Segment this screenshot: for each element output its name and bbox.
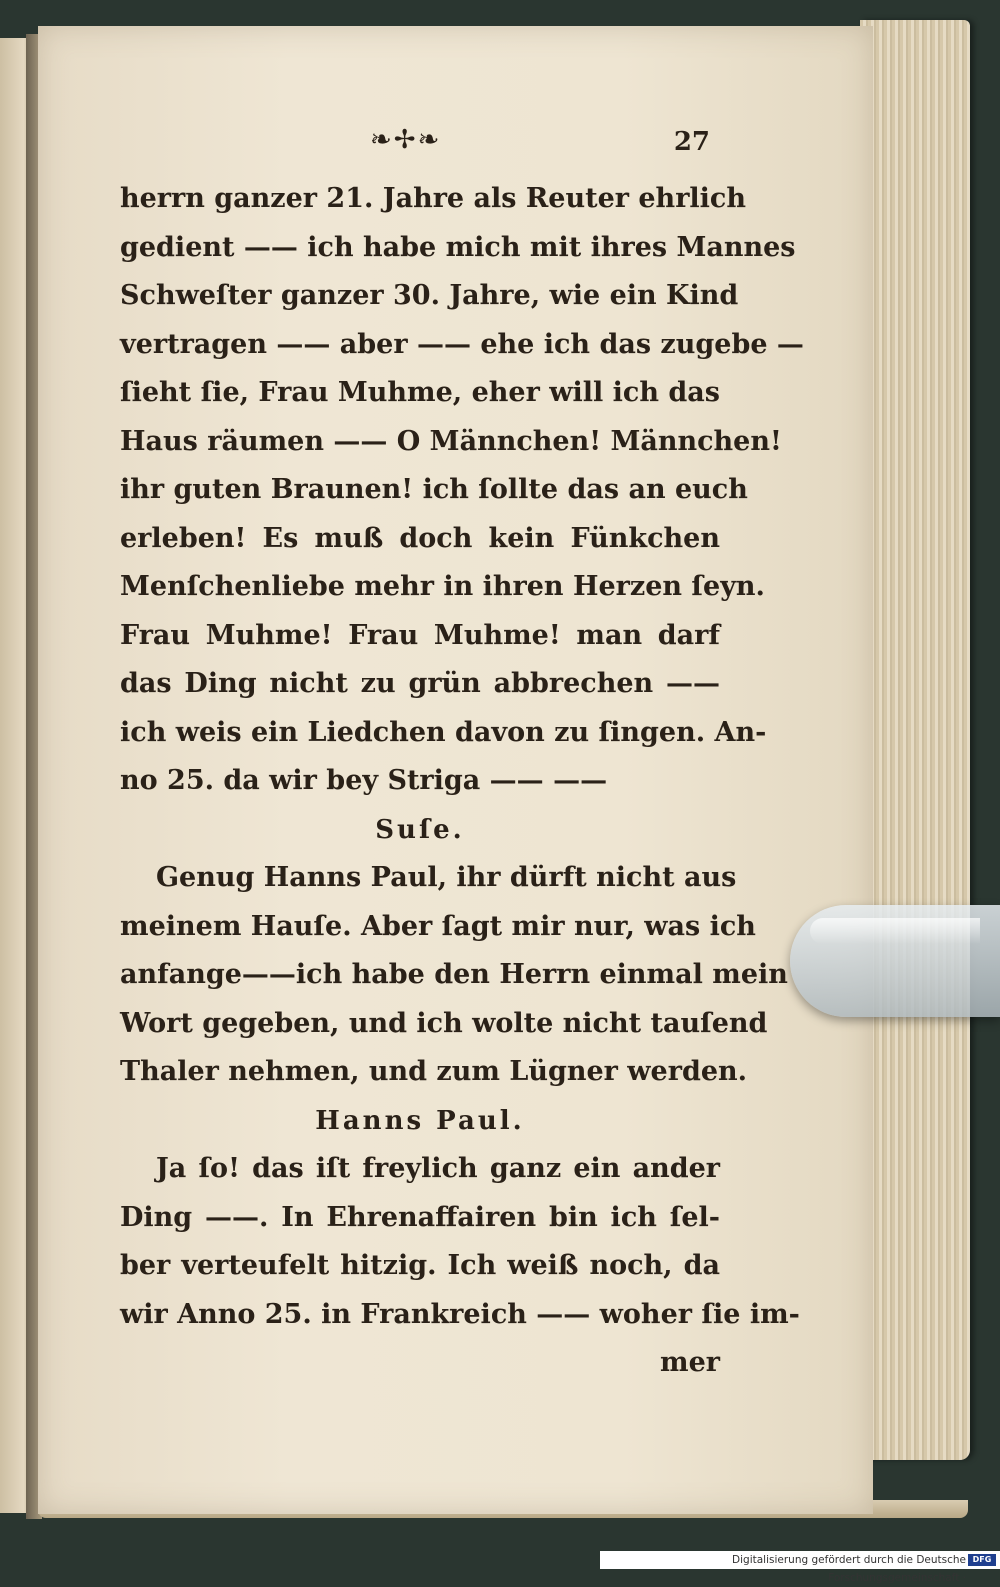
text-line: gedient —— ich habe mich mit ihres Mannes <box>120 231 796 263</box>
speaker-name: Suſe. <box>375 814 465 845</box>
text-line: anfange——ich habe den Herrn einmal mein <box>120 959 788 990</box>
text-line: ich weis ein Liedchen davon zu ſingen. An- <box>120 716 767 748</box>
text-line: ber verteufelt hitzig. Ich weiß noch, da <box>120 1250 720 1281</box>
text-line: Genug Hanns Paul, ihr dürft nicht aus <box>156 862 737 893</box>
speaker-name: Hanns Paul. <box>315 1105 525 1136</box>
text-line: Menſchenliebe mehr in ihren Herzen ſeyn. <box>120 571 765 602</box>
dfg-logo-icon: DFG <box>968 1554 996 1566</box>
text-line: no 25. da wir bey Striga —— —— <box>120 765 608 796</box>
text-line: Frau Muhme! Frau Muhme! man darf <box>120 619 720 651</box>
header-ornament: ❧✢❧ <box>370 125 442 155</box>
page-edges <box>860 20 970 1460</box>
page-tab-marker-shine <box>810 918 980 944</box>
text-line: Thaler nehmen, und zum Lügner werden. <box>120 1056 748 1087</box>
page-number: 27 <box>673 127 710 157</box>
text-line: ſieht ſie, Frau Muhme, eher will ich das <box>120 377 720 408</box>
text-line: wir Anno 25. in Frankreich —— woher ſie im- <box>120 1298 800 1330</box>
page-text <box>120 125 804 1388</box>
text-line: vertragen —— aber —— ehe ich das zugebe — <box>120 328 804 360</box>
credit-text: Digitalisierung gefördert durch die Deutsche Forschungsgemeinschaft · <box>732 1554 966 1584</box>
text-line: Haus räumen —— O Männchen! Männchen! <box>120 425 782 457</box>
text-line: Wort gegeben, und ich wolte nicht tauſend <box>120 1007 768 1039</box>
text-line: meinem Hauſe. Aber ſagt mir nur, was ich <box>120 910 756 942</box>
text-line: herrn ganzer 21. Jahre als Reuter ehrlich <box>120 183 746 214</box>
page-header <box>120 125 720 175</box>
text-line: Ja ſo! das iſt freylich ganz ein ander <box>156 1153 720 1184</box>
catchword: mer <box>660 1347 720 1378</box>
text-line: ihr guten Braunen! ich ſollte das an euch <box>120 474 748 505</box>
text-line: das Ding nicht zu grün abbrechen —— <box>120 668 720 699</box>
text-line: Schweſter ganzer 30. Jahre, wie ein Kind <box>120 280 739 311</box>
text-line: erleben! Es muß doch kein Fünkchen <box>120 522 720 554</box>
text-line: Ding ——. In Ehrenaffairen bin ich ſel- <box>120 1201 720 1233</box>
digitization-credit <box>600 1551 1000 1584</box>
